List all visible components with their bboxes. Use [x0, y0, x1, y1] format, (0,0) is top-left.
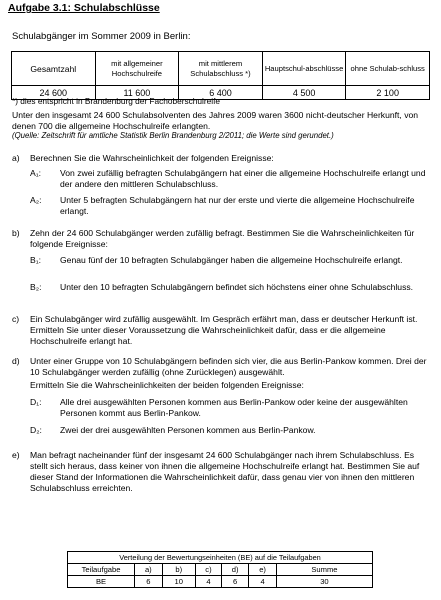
table-header-cell: mit allgemeiner Hochschulreife — [95, 52, 179, 86]
event-text-a2: Unter 5 befragten Schulabgängern hat nur der erste und vierte die allgemeine Hochschulreife erlangt. — [60, 195, 415, 216]
event-text-d1: Alle drei ausgewählten Personen kommen aus Berlin-Pankow oder keine der ausgewählten Personen kommt aus Berlin-Pankow. — [60, 397, 408, 418]
be-cell: 6 — [221, 576, 248, 588]
be-table — [67, 551, 373, 588]
event-label-a1: A₁: — [30, 168, 42, 178]
be-table-row — [68, 576, 373, 588]
be-header-cell: Teilaufgabe — [68, 564, 135, 576]
table-header-cell: mit mittlerem Schulabschluss *) — [179, 52, 263, 86]
table-cell: 4 500 — [262, 86, 346, 100]
intro-text: Schulabgänger im Sommer 2009 in Berlin: — [12, 31, 191, 42]
event-text-b1: Genau fünf der 10 befragten Schulabgänger haben die allgemeine Hochschulreife erlangt. — [60, 255, 403, 265]
task-label-a: a) — [12, 153, 20, 163]
be-cell: BE — [68, 576, 135, 588]
event-text-d2: Zwei der drei ausgewählten Personen kommen aus Berlin-Pankow. — [60, 425, 316, 435]
intro-paragraph: Unter den insgesamt 24 600 Schulabsolventen des Jahres 2009 waren 3600 nicht-deutscher Herkunft, von denen 700 die allgemeine Hochschulreife erlangten. — [12, 110, 419, 131]
task-label-d: d) — [12, 356, 20, 366]
event-text-a1: Von zwei zufällig befragten Schulabgängern hat einer die allgemeine Hochschulreife erlangt und der andere den mittleren Schulabschluss. — [60, 168, 426, 189]
task-text-e: Man befragt nacheinander fünf der insgesamt 24 600 Schulabgänger nach ihrem Schulabschluss. Es stellt sich heraus, dass keiner von ihnen die allgemeine Hochschulreife erlangt hat. Bestimmen Sie auf dieser Stand der Informationen die Wahrscheinlichkeit dafür, dass genau vier von ihnen den mittleren Schulabschluss erreichten. — [30, 450, 420, 493]
task-text-d1: Unter einer Gruppe von 10 Schulabgängern befinden sich vier, die aus Berlin-Pankow kommen. Drei der 10 Schulabgänger werden zufällig (ohne Zurücklegen) ausgewählt. — [30, 356, 427, 377]
be-header-cell: e) — [249, 564, 276, 576]
page-title: Aufgabe 3.1: Schulabschlüsse — [8, 2, 160, 14]
task-text-d2: Ermitteln Sie die Wahrscheinlichkeiten der beiden folgenden Ereignisse: — [30, 380, 304, 390]
task-text-a: Berechnen Sie die Wahrscheinlichkeit der folgenden Ereignisse: — [30, 153, 274, 163]
be-header-cell: c) — [195, 564, 221, 576]
event-label-b1: B₁: — [30, 255, 42, 265]
task-label-c: c) — [12, 314, 20, 324]
table-cell: 11 600 — [95, 86, 179, 100]
table-header-cell: ohne Schulab-schluss — [346, 52, 430, 86]
be-cell: 6 — [135, 576, 162, 588]
event-label-b2: B₂: — [30, 282, 42, 292]
be-table-header-row — [68, 564, 373, 576]
be-cell: 10 — [162, 576, 195, 588]
task-text-c: Ein Schulabgänger wird zufällig ausgewählt. Im Gespräch erfährt man, dass er deutscher Herkunft ist. Ermitteln Sie unter dieser Voraussetzung die Wahrscheinlichkeit dafür, dass er die allgemeine Hochschulreife erlangt hat. — [30, 314, 418, 346]
table-header-cell: Hauptschul-abschlüsse — [262, 52, 346, 86]
schulabgaenger-table — [11, 51, 430, 100]
event-label-d2: D₂: — [30, 425, 42, 435]
be-cell: 30 — [276, 576, 372, 588]
event-text-b2: Unter den 10 befragten Schulabgängern befindet sich höchstens einer ohne Schulabschluss. — [60, 282, 414, 292]
table-cell: 24 600 — [12, 86, 96, 100]
task-label-e: e) — [12, 450, 20, 460]
table-cell: 2 100 — [346, 86, 430, 100]
be-header-cell: a) — [135, 564, 162, 576]
table-header-row — [12, 52, 430, 86]
be-header-cell: b) — [162, 564, 195, 576]
source-note: (Quelle: Zeitschrift für amtliche Statistik Berlin Brandenburg 2/2011; die Werte sind gerundet.) — [12, 131, 334, 140]
be-table-caption: Verteilung der Bewertungseinheiten (BE) auf die Teilaufgaben — [68, 552, 373, 564]
footnote: *) dies entspricht in Brandenburg der Fachoberschulreife — [12, 96, 220, 106]
be-header-cell: d) — [221, 564, 248, 576]
be-cell: 4 — [249, 576, 276, 588]
be-table-caption-row — [68, 552, 373, 564]
event-label-a2: A₂: — [30, 195, 42, 205]
table-cell: 6 400 — [179, 86, 263, 100]
task-label-b: b) — [12, 228, 20, 238]
be-header-cell: Summe — [276, 564, 372, 576]
event-label-d1: D₁: — [30, 397, 42, 407]
task-text-b: Zehn der 24 600 Schulabgänger werden zufällig befragt. Bestimmen Sie die Wahrscheinlichkeiten für folgende Ereignisse: — [30, 228, 415, 249]
be-cell: 4 — [195, 576, 221, 588]
table-header-cell: Gesamtzahl — [12, 52, 96, 86]
